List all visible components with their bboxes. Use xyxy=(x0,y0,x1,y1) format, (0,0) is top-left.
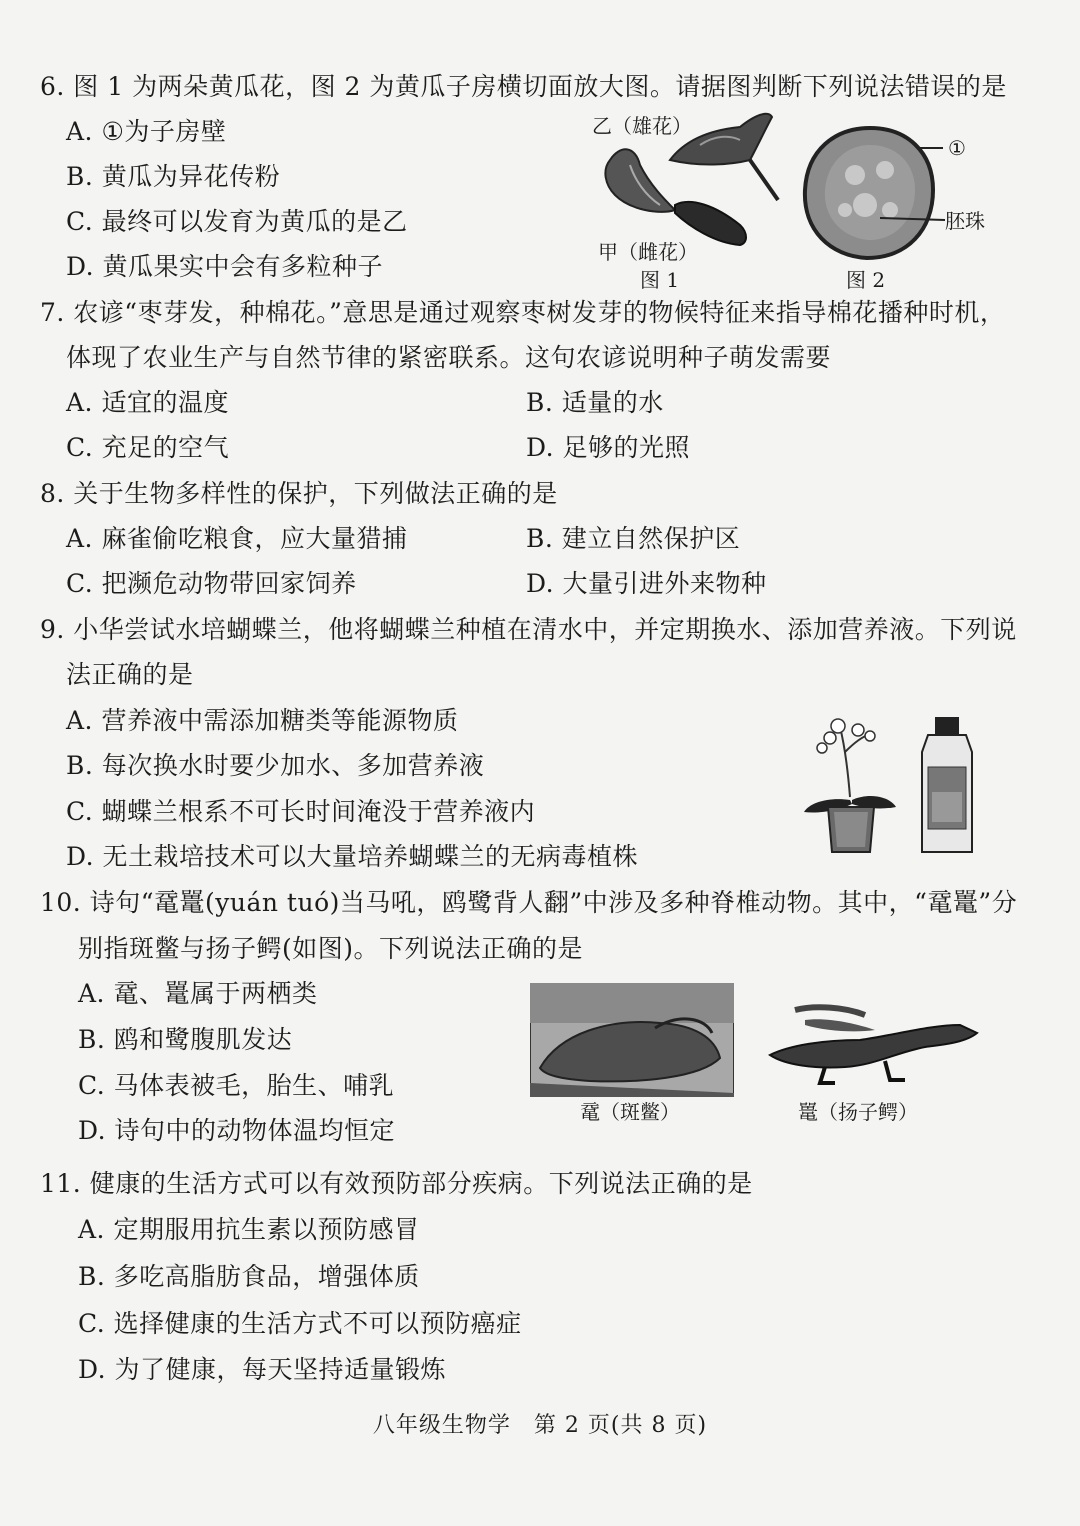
q8-option-b: B. 建立自然保护区 xyxy=(526,524,741,553)
q8-option-c: C. 把濒危动物带回家饲养 xyxy=(66,569,357,598)
page-footer: 八年级生物学 第 2 页(共 8 页) xyxy=(372,1413,708,1438)
label-ovule: 胚珠 xyxy=(945,209,985,233)
caption-alligator: 鼍（扬子鳄） xyxy=(798,1100,918,1124)
softshell-turtle-photo xyxy=(530,983,734,1097)
label-flower-jia: 甲（雌花） xyxy=(598,240,698,264)
q10-option-d: D. 诗句中的动物体温均恒定 xyxy=(78,1116,396,1145)
caption-turtle: 鼋（斑鳖） xyxy=(580,1100,680,1124)
q11-stem-line-1: 11. 健康的生活方式可以有效预防部分疾病。下列说法正确的是 xyxy=(40,1169,753,1198)
q6-option-a: A. ①为子房壁 xyxy=(66,117,227,146)
q7-option-b: B. 适量的水 xyxy=(526,388,664,417)
q6-option-c: C. 最终可以发育为黄瓜的是乙 xyxy=(66,207,408,236)
q8-stem-line-1: 8. 关于生物多样性的保护，下列做法正确的是 xyxy=(40,479,558,508)
q11-option-d: D. 为了健康，每天坚持适量锻炼 xyxy=(78,1355,447,1384)
q7-stem-line-2: 体现了农业生产与自然节律的紧密联系。这句农谚说明种子萌发需要 xyxy=(66,343,832,372)
label-marker-1: ① xyxy=(948,136,966,160)
q7-stem-line-1: 7. 农谚“枣芽发，种棉花。”意思是通过观察枣树发芽的物候特征来指导棉花播种时机， xyxy=(40,298,1006,327)
label-flower-yi: 乙（雄花） xyxy=(592,114,692,138)
q9-option-c: C. 蝴蝶兰根系不可长时间淹没于营养液内 xyxy=(66,797,536,826)
label-fig2: 图 2 xyxy=(846,268,886,292)
q7-option-a: A. 适宜的温度 xyxy=(66,388,229,417)
q10-option-c: C. 马体表被毛，胎生、哺乳 xyxy=(78,1071,395,1100)
q9-option-b: B. 每次换水时要少加水、多加营养液 xyxy=(66,751,485,780)
q8-option-a: A. 麻雀偷吃粮食，应大量猎捕 xyxy=(66,524,408,553)
q9-option-d: D. 无土栽培技术可以大量培养蝴蝶兰的无病毒植株 xyxy=(66,842,639,871)
q6-option-d: D. 黄瓜果实中会有多粒种子 xyxy=(66,252,384,281)
q7-option-c: C. 充足的空气 xyxy=(66,433,230,462)
q10-option-b: B. 鸥和鹭腹肌发达 xyxy=(78,1025,293,1054)
q11-option-c: C. 选择健康的生活方式不可以预防癌症 xyxy=(78,1309,522,1338)
q6-stem-line-1: 6. 图 1 为两朵黄瓜花，图 2 为黄瓜子房横切面放大图。请据图判断下列说法错误的是 xyxy=(40,72,1007,101)
q11-option-b: B. 多吃高脂肪食品，增强体质 xyxy=(78,1262,420,1291)
q10-stem-line-1: 10. 诗句“鼋鼍(yuán tuó)当马吼，鸥鹭背人翻”中涉及多种脊椎动物。其中，“鼋鼍”分 xyxy=(40,888,1018,917)
q9-option-a: A. 营养液中需添加糖类等能源物质 xyxy=(66,706,459,735)
q10-option-a: A. 鼋、鼍属于两栖类 xyxy=(78,979,318,1008)
q11-option-a: A. 定期服用抗生素以预防感冒 xyxy=(78,1215,420,1244)
q7-option-d: D. 足够的光照 xyxy=(526,433,691,462)
q9-stem-line-2: 法正确的是 xyxy=(66,660,194,689)
q10-stem-line-2: 别指斑鳖与扬子鳄(如图)。下列说法正确的是 xyxy=(78,934,584,963)
q9-stem-line-1: 9. 小华尝试水培蝴蝶兰，他将蝴蝶兰种植在清水中，并定期换水、添加营养液。下列说 xyxy=(40,615,1017,644)
q6-option-b: B. 黄瓜为异花传粉 xyxy=(66,162,281,191)
chinese-alligator-figure xyxy=(765,995,980,1090)
q8-option-d: D. 大量引进外来物种 xyxy=(526,569,767,598)
orchid-and-nutrient-bottle-figure xyxy=(800,712,990,857)
label-fig1: 图 1 xyxy=(640,268,680,292)
ovary-cross-section-figure xyxy=(795,120,945,270)
